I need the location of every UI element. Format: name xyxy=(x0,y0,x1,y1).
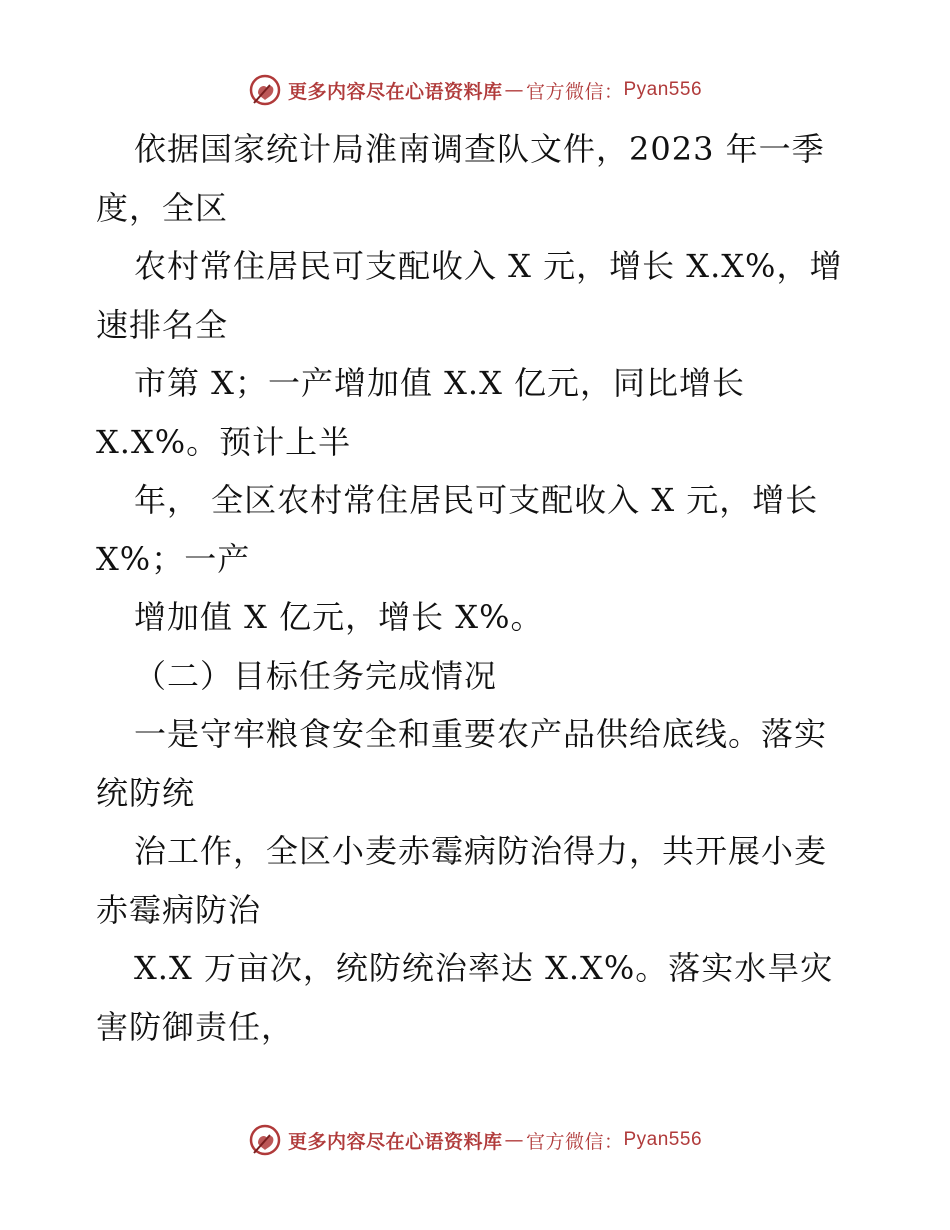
text-line: X%；一产 xyxy=(96,539,251,578)
text-line: 依据国家统计局淮南调查队文件，2023 年一季 xyxy=(134,130,825,168)
heart-pen-logo-icon xyxy=(248,1123,282,1157)
text-line: X.X%。预计上半 xyxy=(96,422,352,461)
heart-pen-logo-icon xyxy=(248,73,282,107)
text-line: 度，全区 xyxy=(96,188,229,227)
text-line: 速排名全 xyxy=(96,305,229,344)
text-line: 统防统 xyxy=(96,773,196,812)
banner-brand-text: 更多内容尽在心语资料库 xyxy=(287,1130,503,1153)
banner-brand-text: 更多内容尽在心语资料库 xyxy=(287,80,503,103)
text-line: 治工作，全区小麦赤霉病防治得力，共开展小麦 xyxy=(134,832,828,870)
text-line: 年， 全区农村常住居民可支配收入 X 元，增长 xyxy=(134,481,819,519)
banner-separator: — xyxy=(504,79,524,101)
banner-label: 官方微信： xyxy=(525,1130,624,1153)
banner-separator: — xyxy=(504,1129,524,1151)
text-line: 农村常住居民可支配收入 X 元，增长 X.X%，增 xyxy=(134,247,843,285)
text-line: （二）目标任务完成情况 xyxy=(134,656,498,695)
text-line: X.X 万亩次，统防统治率达 X.X%。落实水旱灾 xyxy=(134,949,834,987)
document-body xyxy=(96,120,866,1056)
text-line: 市第 X；一产增加值 X.X 亿元，同比增长 xyxy=(134,364,746,402)
text-line: 一是守牢粮食安全和重要农产品供给底线。落实 xyxy=(134,715,828,753)
text-line: 赤霉病防治 xyxy=(96,890,262,929)
text-line: 害防御责任， xyxy=(96,1007,295,1046)
text-line: 增加值 X 亿元，增长 X%。 xyxy=(134,598,544,636)
banner-handle: Pyan556 xyxy=(623,79,703,100)
banner-handle: Pyan556 xyxy=(623,1129,703,1150)
banner-label: 官方微信： xyxy=(525,80,624,103)
header-watermark-banner xyxy=(0,70,950,110)
footer-watermark-banner xyxy=(0,1120,950,1160)
